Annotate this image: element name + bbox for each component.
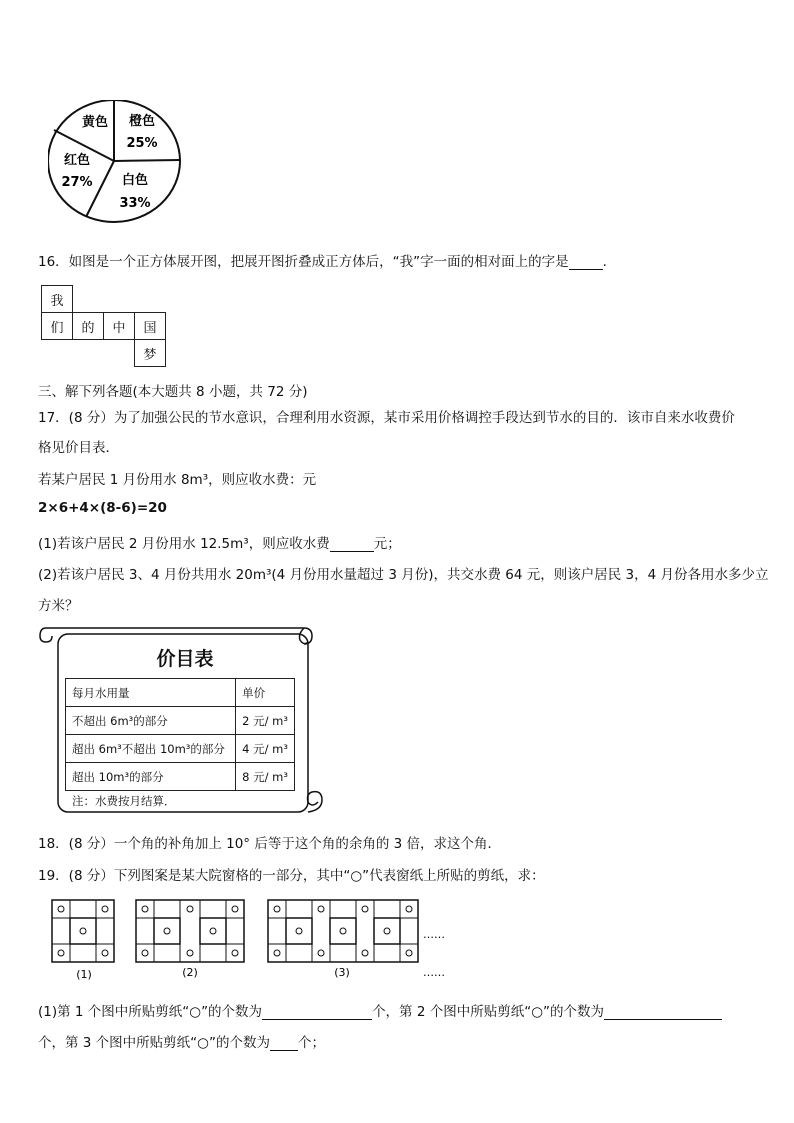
- pie-divider-orange-white: [114, 160, 180, 161]
- pattern-dots: ……: [423, 928, 445, 941]
- pattern-dots-bottom: ……: [423, 966, 445, 979]
- table-cell-usage: 超出 10m³的部分: [66, 763, 236, 791]
- q19-sub1-part-c: 个，第 3 个图中所贴剪纸“○”的个数为: [38, 1035, 270, 1051]
- pattern-figure-2: [136, 900, 244, 962]
- price-table-note: 注：水费按月结算．: [72, 794, 176, 808]
- table-header-usage: 每月水用量: [66, 679, 236, 707]
- pattern-figure-1: [52, 900, 114, 962]
- q19-sub1-line1: [38, 1000, 722, 1020]
- table-header-price: 单价: [236, 679, 295, 707]
- table-cell-price: 4 元∕ m³: [236, 735, 295, 763]
- q18-text: 18．(8 分）一个角的补角加上 10° 后等于这个角的余角的 3 倍，求这个角．: [38, 836, 502, 852]
- pie-label-red: 红色: [63, 153, 91, 168]
- table-row: [66, 707, 295, 735]
- q17-line6: (2)若该户居民 3、4 月份共用水 20m³(4 月份用水量超过 3 月份)，共交水费 64 元，则该户居民 3，4 月份各用水多少立: [38, 567, 769, 583]
- window-patterns: [50, 898, 470, 980]
- table-cell-usage: 不超出 6m³的部分: [66, 707, 236, 735]
- q19-blank-2[interactable]: [604, 1005, 722, 1020]
- q19-sub1-part-b: 个，第 2 个图中所贴剪纸“○”的个数为: [372, 1004, 605, 1020]
- net-cell-meng: 梦: [134, 339, 166, 367]
- q17-line3: 若某户居民 1 月份用水 8m³，则应收水费：元: [38, 472, 317, 488]
- q17-line5: [38, 532, 401, 552]
- table-row: [66, 763, 295, 791]
- q17-line7: 方米？: [38, 598, 79, 614]
- scroll-left-curl: [40, 628, 52, 642]
- net-cell-de: 的: [72, 312, 104, 340]
- pie-pct-orange: 25%: [126, 136, 158, 151]
- q19-sub1-part-d: 个；: [297, 1035, 325, 1051]
- q17-line2: 格见价目表．: [38, 440, 119, 456]
- pie-label-orange: 橙色: [128, 114, 156, 129]
- section-3-heading: 三、解下列各题(本大题共 8 小题，共 72 分): [38, 384, 308, 400]
- net-cell-wo: 我: [41, 285, 73, 313]
- q17-line4: 2×6+4×(8-6)=20: [38, 500, 167, 516]
- pie-pct-white: 33%: [119, 196, 151, 211]
- scroll-bottom-curl: [308, 792, 323, 812]
- pattern-label-2: (2): [182, 966, 198, 979]
- table-cell-usage: 超出 6m³不超出 10m³的部分: [66, 735, 236, 763]
- table-cell-price: 2 元∕ m³: [236, 707, 295, 735]
- q17-line1: 17．(8 分）为了加强公民的节水意识，合理利用水资源，某市采用价格调控手段达到节水的目的．该市自来水收费价: [38, 410, 735, 426]
- q17-sub1-unit: 元；: [373, 536, 401, 552]
- pie-pct-red: 27%: [61, 175, 93, 190]
- q16-text: [38, 250, 616, 270]
- table-cell-price: 8 元∕ m³: [236, 763, 295, 791]
- q19-sub1-line2: [38, 1031, 325, 1051]
- price-table: [65, 678, 295, 791]
- q16-answer-blank[interactable]: [569, 255, 603, 270]
- price-table-title: 价目表: [156, 648, 214, 670]
- q19-blank-1[interactable]: [262, 1005, 372, 1020]
- net-cell-men: 们: [41, 312, 73, 340]
- pattern-label-3: (3): [334, 966, 350, 979]
- table-header-row: [66, 679, 295, 707]
- q19-sub1-part-a: (1)第 1 个图中所贴剪纸“○”的个数为: [38, 1004, 263, 1020]
- q16-question: 16．如图是一个正方体展开图，把展开图折叠成正方体后，“我”字一面的相对面上的字是: [38, 254, 569, 270]
- q17-sub1-question: (1)若该户居民 2 月份用水 12.5m³，则应收水费: [38, 536, 330, 552]
- table-row: [66, 735, 295, 763]
- pie-label-yellow: 黄色: [81, 115, 109, 130]
- net-cell-guo: 国: [134, 312, 166, 340]
- q19-blank-3[interactable]: [270, 1036, 298, 1051]
- pattern-figure-3: [268, 900, 418, 962]
- pattern-label-1: (1): [76, 968, 92, 980]
- pie-label-white: 白色: [121, 173, 149, 188]
- q16-end: ．: [602, 254, 617, 270]
- net-cell-zhong: 中: [103, 312, 135, 340]
- q17-sub1-blank[interactable]: [330, 537, 374, 552]
- q19-text: 19．(8 分）下列图案是某大院窗格的一部分，其中“○”代表窗纸上所贴的剪纸，求：: [38, 868, 545, 884]
- pie-chart: [48, 100, 184, 226]
